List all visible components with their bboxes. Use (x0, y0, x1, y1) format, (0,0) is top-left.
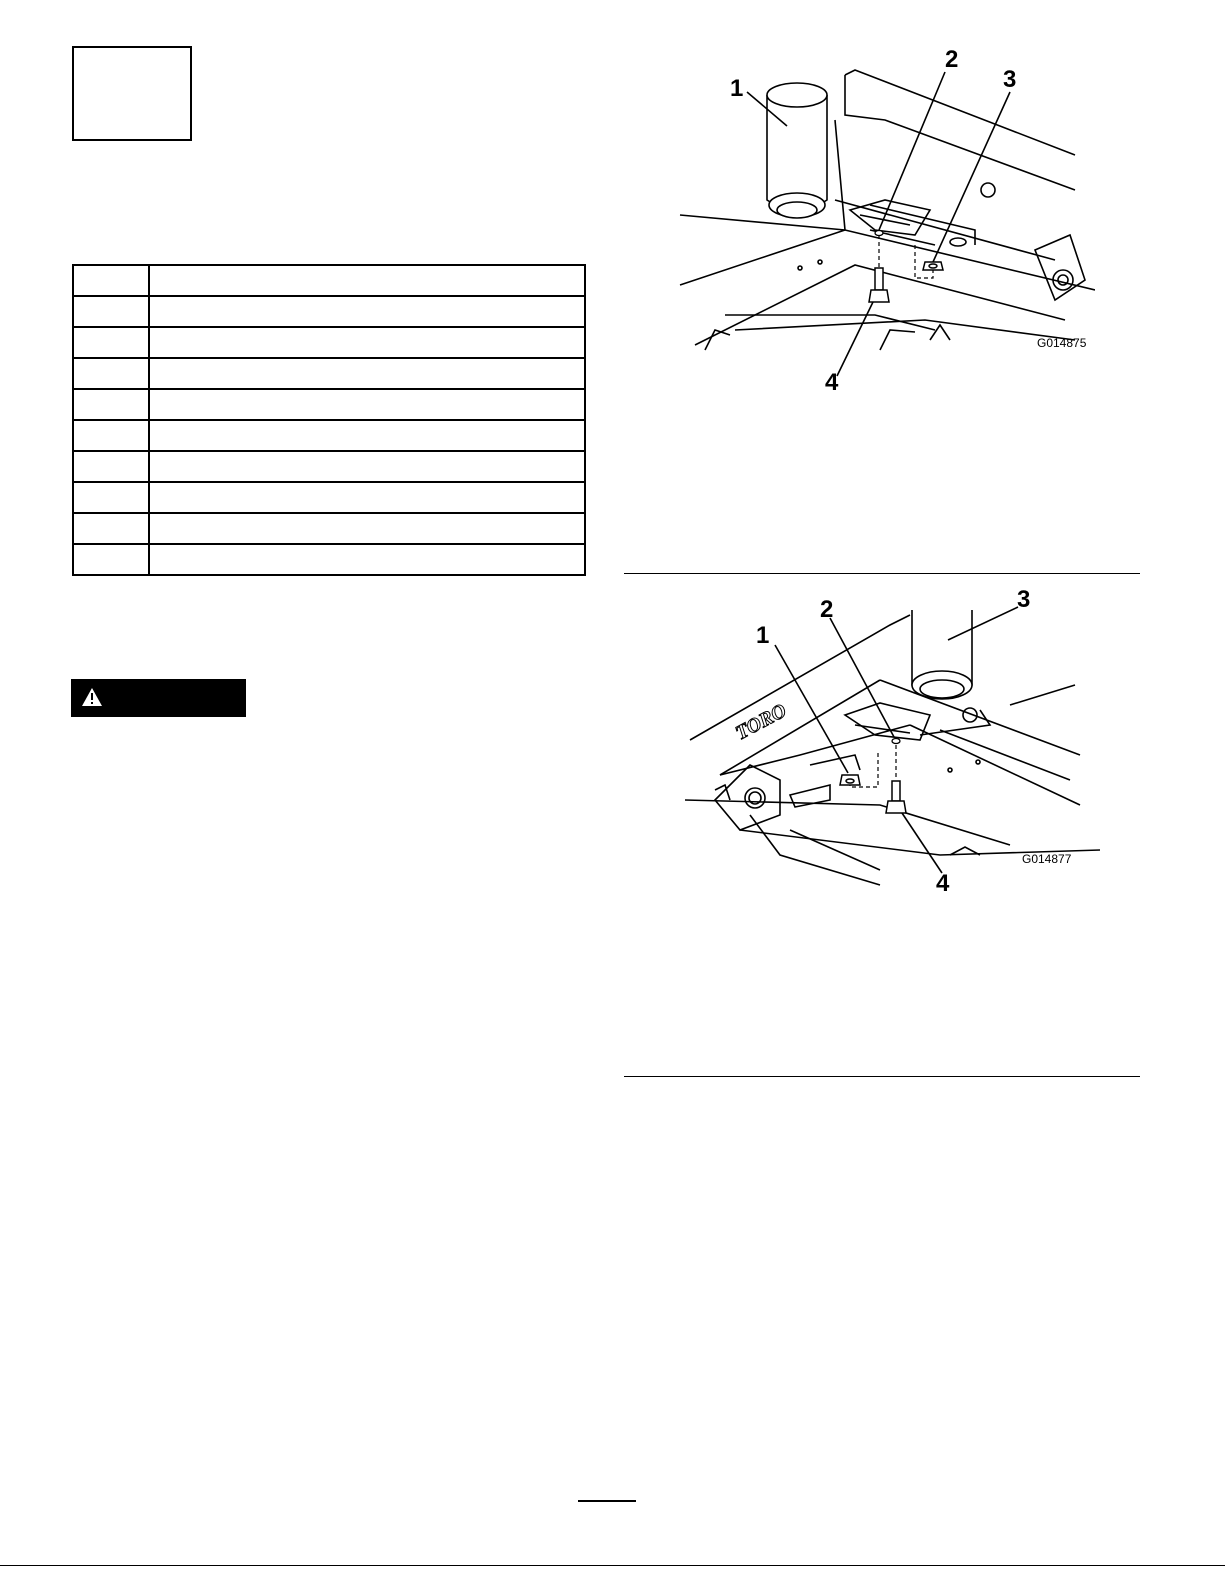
callout-3: 3 (1003, 66, 1017, 93)
table-row (73, 265, 585, 296)
figure-top (675, 40, 1095, 400)
footer-rule (0, 1565, 1225, 1566)
callout-2: 2 (945, 46, 959, 73)
table-row (73, 451, 585, 482)
table-row (73, 420, 585, 451)
parts-table (72, 264, 586, 576)
table-row (73, 358, 585, 389)
mower-underside-illustration (675, 40, 1095, 400)
page-number-rule (578, 1500, 636, 1502)
figure-id: G014877 (1022, 852, 1072, 866)
figure-divider (624, 573, 1140, 574)
figure-bottom (680, 585, 1100, 905)
callout-4: 4 (825, 369, 839, 396)
callout-1: 1 (730, 75, 744, 102)
mower-underside-illustration (680, 585, 1100, 905)
figure-divider (624, 1076, 1140, 1077)
warning-triangle-icon (81, 687, 103, 707)
callout-2: 2 (820, 596, 834, 623)
table-row (73, 327, 585, 358)
callout-3: 3 (1017, 586, 1031, 613)
table-row (73, 482, 585, 513)
toro-logo: TORO (732, 699, 791, 745)
table-row (73, 544, 585, 575)
callout-1: 1 (756, 622, 770, 649)
figure-id: G014875 (1037, 336, 1087, 350)
table-row (73, 513, 585, 544)
step-number-box (72, 46, 192, 141)
table-row (73, 296, 585, 327)
table-row (73, 389, 585, 420)
callout-4: 4 (936, 870, 950, 897)
warning-banner (71, 679, 246, 717)
